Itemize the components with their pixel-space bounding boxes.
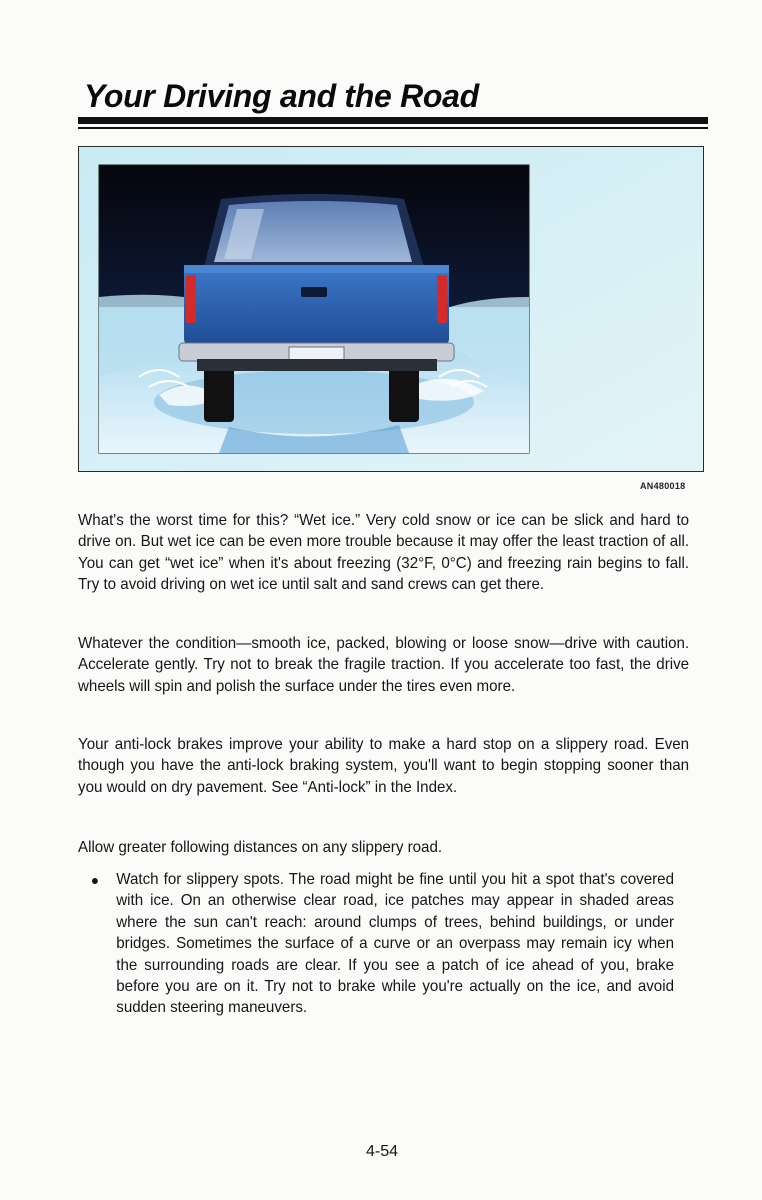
truck-on-ice-illustration — [78, 146, 704, 472]
paragraph-wet-ice: What's the worst time for this? “Wet ice.” Very cold snow or ice can be slick and hard to drive on. But wet ice can be even more trouble because it may offer the least traction of all. You can get “wet ice” when it's about freezing (32°F, 0°C) and freezing rain begins to fall. Try to avoid driving on wet ice until salt and sand crews can get there. — [78, 512, 690, 594]
bullet-slippery-spots: Watch for slippery spots. The road might be fine until you hit a spot that's covered with ice. On an otherwise clear road, ice patches may appear in shaded areas where the sun can't reach: around clumps of trees, behind buildings, or under bridges. Sometimes the surface of a curve or an overpass may remain icy when the surrounding roads are clear. If you see a patch of ice ahead of you, brake before you are on it. Try not to brake while you're actually on the ice, and avoid sudden steering maneuvers. — [116, 871, 674, 1017]
figure-code: AN480018 — [640, 481, 686, 491]
illustration-svg — [79, 147, 704, 472]
page-title: Your Driving and the Road — [84, 78, 479, 114]
paragraph-anti-lock: Your anti-lock brakes improve your ability to make a hard stop on a slippery road. Even though you have the anti-lock braking system, you'll want to begin stopping sooner than you would on dry pavement. See “Anti-lock” in the Index. — [78, 736, 690, 796]
paragraph-caution: Whatever the condition—smooth ice, packed, blowing or loose snow—drive with caution. Accelerate gently. Try not to break the fragile traction. If you accelerate too fast, the drive wheels will spin and polish the surface under the tires even more. — [78, 635, 690, 695]
page-number: 4-54 — [366, 1143, 399, 1160]
bullet-dot-icon — [92, 878, 98, 884]
paragraph-following-distance: Allow greater following distances on any slippery road. — [78, 839, 443, 856]
bullet-list — [92, 869, 674, 1019]
title-rule-thick — [78, 117, 708, 124]
title-rule-thin — [78, 127, 708, 129]
